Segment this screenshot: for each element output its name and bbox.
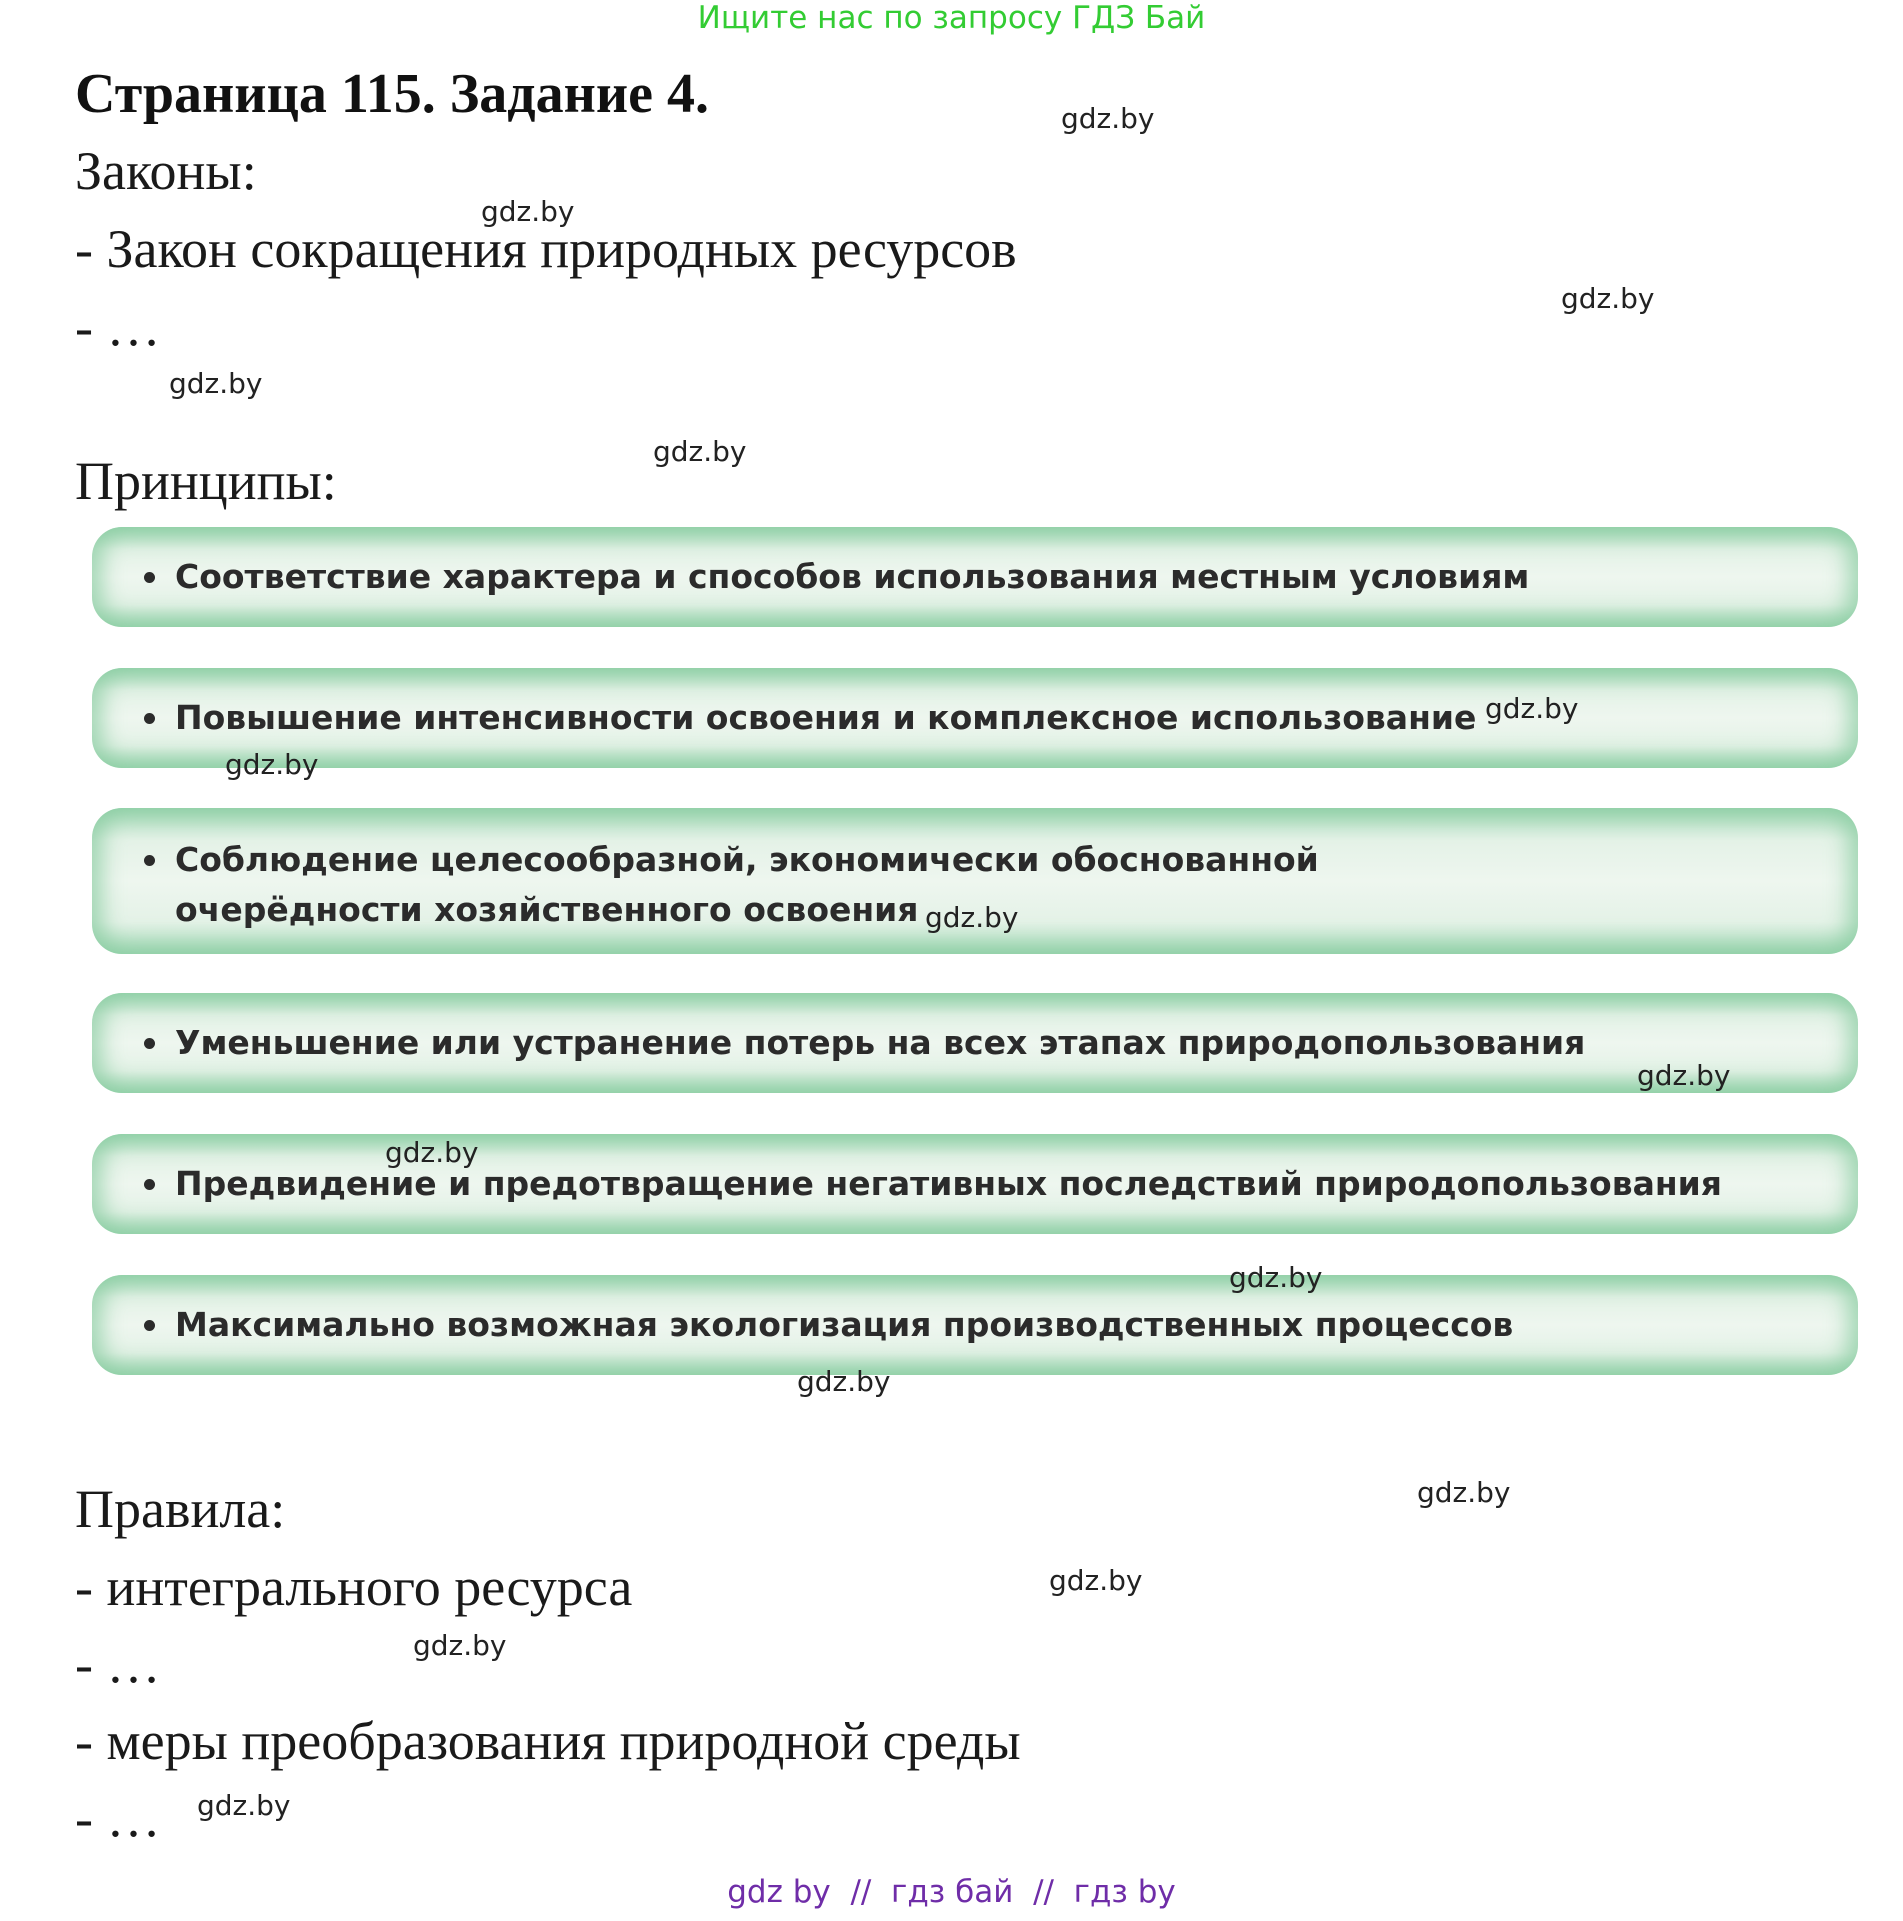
- principle-card: [92, 1275, 1858, 1375]
- principle-text: Повышение интенсивности освоения и комплексное использование: [175, 698, 1477, 737]
- rule-item: - меры преобразования природной среды: [75, 1711, 1021, 1771]
- watermark: gdz.by: [1417, 1476, 1511, 1509]
- watermark: gdz.by: [1637, 1059, 1731, 1092]
- watermark: gdz.by: [481, 195, 575, 228]
- watermark: gdz.by: [169, 367, 263, 400]
- principle-card: [92, 1134, 1858, 1234]
- bullet-icon: [144, 855, 155, 866]
- principle-text: Предвидение и предотвращение негативных последствий природопользования: [175, 1164, 1722, 1203]
- watermark: gdz.by: [385, 1136, 479, 1169]
- bullet-icon: [144, 572, 155, 583]
- top-banner: Ищите нас по запросу ГДЗ Бай: [697, 0, 1206, 36]
- watermark: gdz.by: [925, 901, 1019, 934]
- rule-item: - …: [75, 1634, 161, 1694]
- bullet-icon: [144, 1320, 155, 1331]
- laws-heading: Законы:: [75, 141, 257, 201]
- principle-text: Максимально возможная экологизация производственных процессов: [175, 1305, 1514, 1344]
- rules-heading: Правила:: [75, 1479, 286, 1539]
- rule-item: - …: [75, 1788, 161, 1848]
- watermark: gdz.by: [413, 1629, 507, 1662]
- bullet-icon: [144, 1038, 155, 1049]
- watermark: gdz.by: [1229, 1261, 1323, 1294]
- watermark: gdz.by: [1485, 692, 1579, 725]
- watermark: gdz.by: [797, 1365, 891, 1398]
- principle-card: [92, 527, 1858, 627]
- bullet-icon: [144, 1179, 155, 1190]
- watermark: gdz.by: [1561, 282, 1655, 315]
- watermark: gdz.by: [1061, 102, 1155, 135]
- principle-text: Уменьшение или устранение потерь на всех этапах природопользования: [175, 1023, 1586, 1062]
- law-item: - Закон сокращения природных ресурсов: [75, 219, 1017, 279]
- principle-text: Соответствие характера и способов использования местным условиям: [175, 557, 1530, 596]
- watermark: gdz.by: [225, 748, 319, 781]
- principle-text: Соблюдение целесообразной, экономически обоснованной очерёдности хозяйственного освоения: [175, 840, 1319, 929]
- principles-heading: Принципы:: [75, 451, 337, 511]
- footer-links: gdz by // гдз бай // гдз by: [727, 1874, 1176, 1910]
- rule-item: - интегрального ресурса: [75, 1557, 633, 1617]
- principle-card: [92, 993, 1858, 1093]
- page-title: Страница 115. Задание 4.: [75, 63, 710, 125]
- bullet-icon: [144, 713, 155, 724]
- watermark: gdz.by: [1049, 1564, 1143, 1597]
- watermark: gdz.by: [653, 435, 747, 468]
- law-item: - …: [75, 297, 161, 357]
- watermark: gdz.by: [197, 1789, 291, 1822]
- principle-card: [92, 668, 1858, 768]
